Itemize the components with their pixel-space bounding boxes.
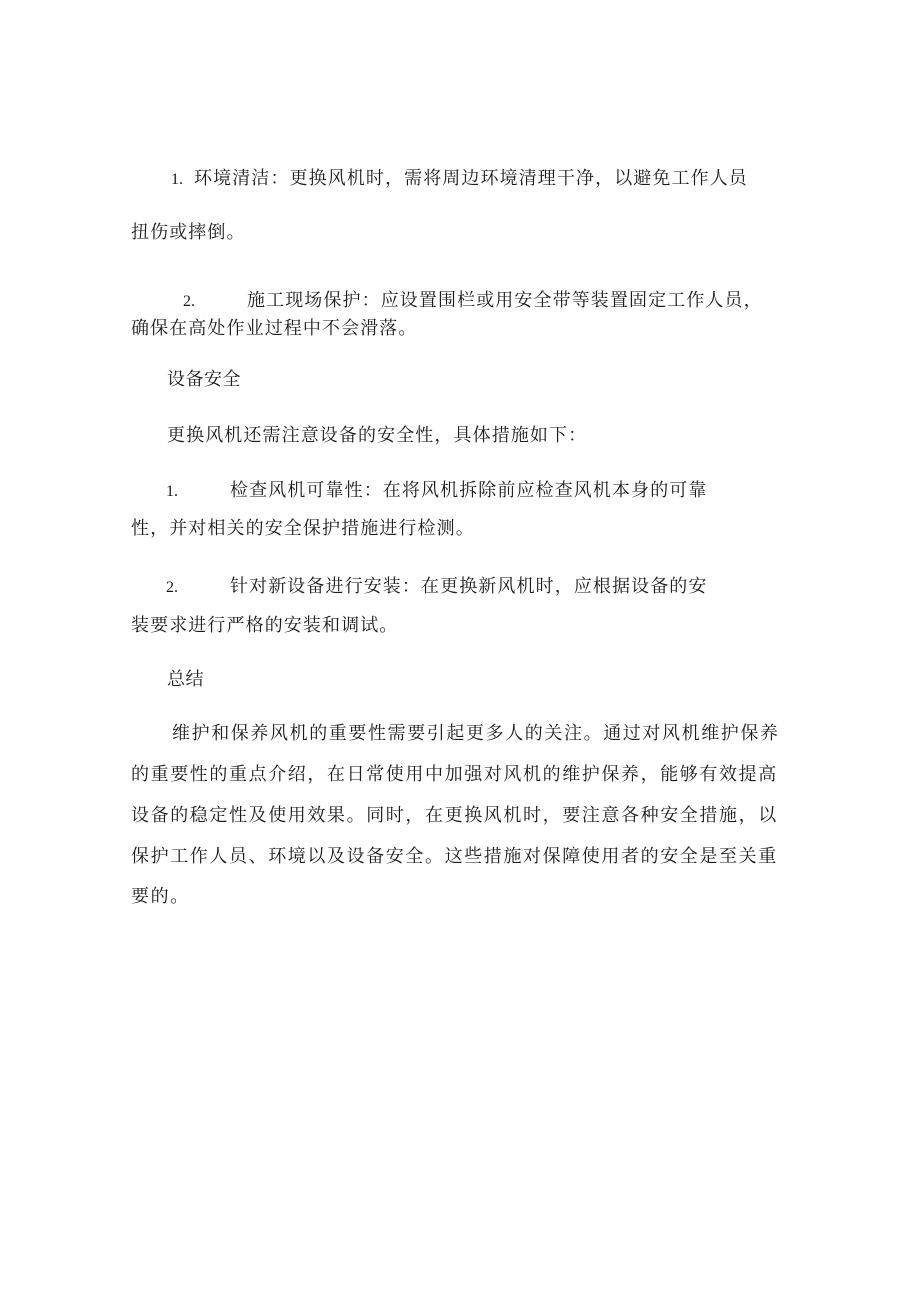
section-heading: 设备安全 [167,369,241,390]
list-item-text: 施工现场保护：应设置围栏或用安全带等装置固定工作人员， [247,290,763,311]
section-heading: 总结 [167,669,204,690]
list-number: 1. [166,483,178,500]
list-item-text: 针对新设备进行安装：在更换新风机时，应根据设备的安 [230,576,708,597]
paragraph-line: 设备的稳定性及使用效果。同时，在更换风机时，要注意各种安全措施，以 [131,805,778,826]
list-number: 2. [166,579,178,596]
list-item-text: 环境清洁：更换风机时，需将周边环境清理干净，以避免工作人员 [194,168,748,189]
list-item-text: 装要求进行严格的安装和调试。 [131,615,399,636]
paragraph-line: 要的。 [131,886,190,907]
list-number: 2. [183,293,195,310]
list-number: 1. [171,171,183,188]
list-item-text: 检查风机可靠性：在将风机拆除前应检查风机本身的可靠 [230,480,708,501]
list-item-text: 扭伤或摔倒。 [131,222,246,243]
paragraph-text: 更换风机还需注意设备的安全性，具体措施如下： [167,425,588,446]
paragraph-line: 维护和保养风机的重要性需要引起更多人的关注。通过对风机维护保养 [172,723,780,744]
list-item-text: 性，并对相关的安全保护措施进行检测。 [131,518,475,539]
paragraph-line: 的重要性的重点介绍，在日常使用中加强对风机的维护保养，能够有效提高 [131,764,778,785]
paragraph-line: 保护工作人员、环境以及设备安全。这些措施对保障使用者的安全是至关重 [131,846,778,867]
list-item-text: 确保在高处作业过程中不会滑落。 [131,318,418,339]
